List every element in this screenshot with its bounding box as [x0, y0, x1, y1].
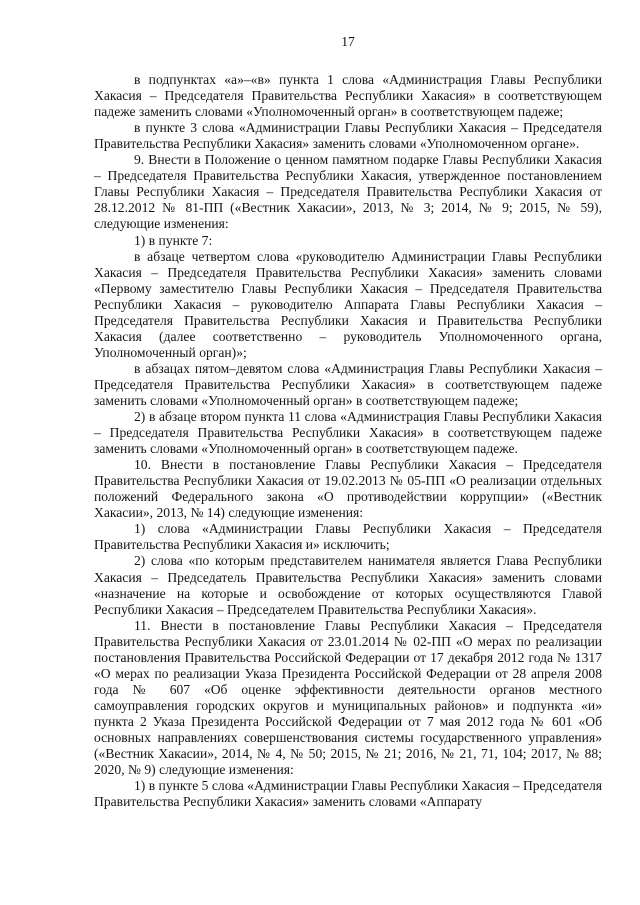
paragraph-item-10: 10. Внести в постановление Главы Республики Хакасия – Председателя Правительства Республики Хакасия от 19.02.2013 № 05-ПП «О реализации отдельных положений Федерального закона «О противодействии коррупции» («Вестник Хакасии», 2013, № 14) следующие изменения: — [94, 457, 602, 521]
page-number: 17 — [341, 34, 355, 49]
paragraph-item-9-abzac-4: в абзаце четвертом слова «руководителю Администрации Главы Республики Хакасия – Председателя Правительства Республики Хакасия» заменить словами «Первому заместителю Главы Республики Хакасия – Председателя Правительства Республики Хакасия – руководителю Аппарата Главы Республики Хакасия – Председателя Правительства Республики Хакасия и Правительства Республики Хакасия (далее соответственно – руководитель Уполномоченного органа, Уполномоченный орган)»; — [94, 248, 602, 360]
paragraph-item-9-point-7: 1) в пункте 7: — [134, 232, 213, 248]
paragraph-subpoints-a-v: в подпунктах «а»–«в» пункта 1 слова «Администрация Главы Республики Хакасия – Председателя Правительства Республики Хакасия» в соответствующем падеже заменить словами «Уполномоченный орган» в соответствующем падеже; — [94, 72, 602, 120]
paragraph-item-9-abzac-5-9: в абзацах пятом–девятом слова «Администрация Главы Республики Хакасия – Председателя Правительства Республики Хакасия» в соответствующем падеже заменить словами «Уполномоченный орган» в соответствующем падеже; — [94, 360, 602, 408]
paragraph-item-11-sub-1: 1) в пункте 5 слова «Администрации Главы Республики Хакасия – Председателя Правительства Республики Хакасия» заменить словами «Аппарату — [94, 778, 602, 810]
paragraph-item-10-sub-1: 1) слова «Администрации Главы Республики Хакасия – Председателя Правительства Республики Хакасия и» исключить; — [94, 521, 602, 553]
paragraph-item-10-sub-2: 2) слова «по которым представителем нанимателя является Глава Республики Хакасия – Председатель Правительства Республики Хакасия» заменить словами «назначение на которые и освобождение от которых осуществляются Главой Республики Хакасия – Председателем Правительства Республики Хакасия». — [94, 553, 602, 617]
paragraph-item-11: 11. Внести в постановление Главы Республики Хакасия – Председателя Правительства Республики Хакасия от 23.01.2014 № 02-ПП «О мерах по реализации постановления Правительства Российской Федерации от 17 декабря 2012 года № 1317 «О мерах по реализации Указа Президента Российской Федерации от 28 апреля 2008 года № 607 «Об оценке эффективности деятельности органов местного самоуправления городских округов и муниципальных районов» и подпункта «и» пункта 2 Указа Президента Российской Федерации от 7 мая 2012 года № 601 «Об основных направлениях совершенствования системы государственного управления» («Вестник Хакасии», 2014, № 4, № 50; 2015, № 21; 2016, № 21, 71, 104; 2017, № 88; 2020, № 9) следующие изменения: — [94, 617, 602, 778]
paragraph-point-3: в пункте 3 слова «Администрации Главы Республики Хакасия – Председателя Правительства Республики Хакасия» заменить словами «Уполномоченном органе». — [94, 120, 602, 152]
paragraph-item-9-point-11: 2) в абзаце втором пункта 11 слова «Администрация Главы Республики Хакасия – Председателя Правительства Республики Хакасия» в соответствующем падеже заменить словами «Уполномоченный орган» в соответствующем падеже. — [94, 409, 602, 457]
paragraph-item-9: 9. Внести в Положение о ценном памятном подарке Главы Республики Хакасия – Председателя Правительства Республики Хакасия, утвержденное постановлением Главы Республики Хакасия – Председателя Правительства Республики Хакасия от 28.12.2012 № 81-ПП («Вестник Хакасии», 2013, № 3; 2014, № 9; 2015, № 59), следующие изменения: — [94, 152, 602, 232]
